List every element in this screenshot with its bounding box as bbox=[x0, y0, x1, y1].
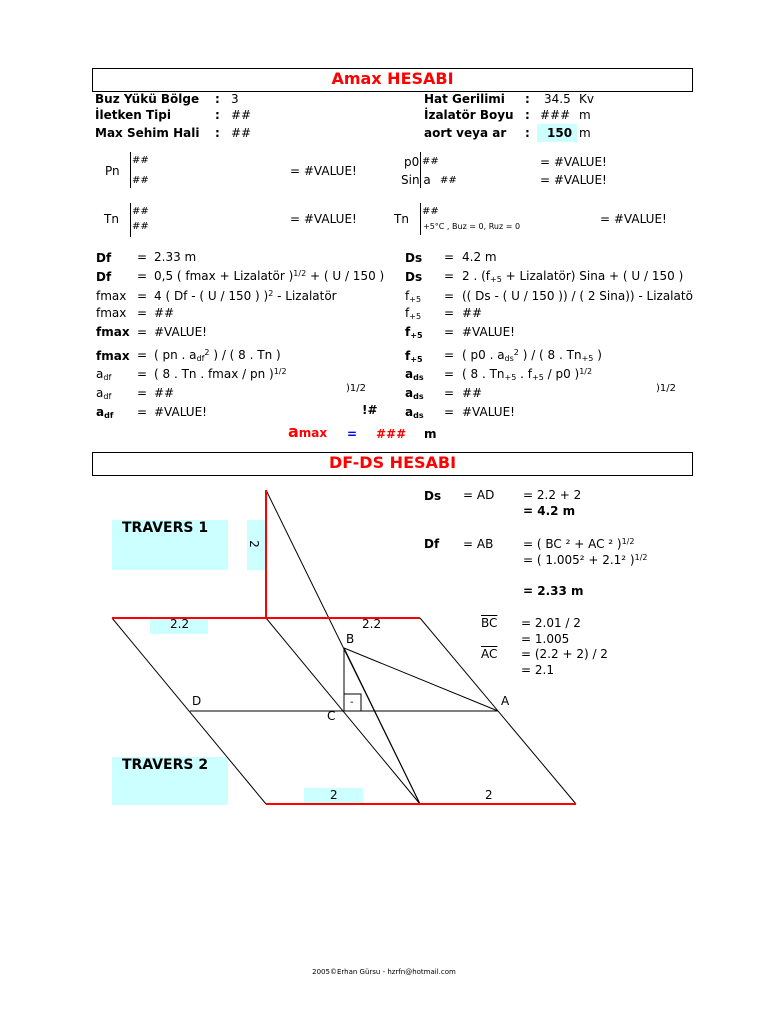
fmax-val-eq: = bbox=[137, 325, 148, 339]
ds-value: 4.2 m bbox=[462, 250, 497, 264]
f5-val-eq: = bbox=[444, 325, 455, 339]
ads-f-label: $a_{ds}$ bbox=[405, 367, 424, 382]
dim-bottom-left: 2 bbox=[330, 788, 338, 802]
point-a: A bbox=[501, 694, 510, 708]
ads-val-eq: = bbox=[444, 405, 455, 419]
adf-val-trail: !# bbox=[362, 403, 378, 417]
travers2-label: TRAVERS 2 bbox=[122, 757, 209, 773]
ds-formula-eq: = bbox=[444, 269, 455, 283]
tn-left-top: ## bbox=[132, 206, 149, 217]
param-sep-aort: : bbox=[525, 126, 530, 140]
df-label: Df bbox=[96, 251, 112, 265]
calc-df-label: Df bbox=[424, 537, 440, 551]
calc-bc-r2: = 1.005 bbox=[521, 632, 570, 646]
tn-left-label: Tn bbox=[104, 212, 119, 226]
fmax-formula-eq: = bbox=[137, 289, 148, 303]
dim-top-right: 2.2 bbox=[362, 617, 382, 631]
param-value-sehim[interactable]: ## bbox=[231, 126, 252, 140]
df-value: 2.33 m bbox=[154, 250, 197, 264]
dim-vertical: 2 bbox=[246, 540, 261, 548]
calc-ds-r1: = 2.2 + 2 bbox=[523, 488, 582, 502]
ads-hash-eq: = bbox=[444, 386, 455, 400]
amax-title: Amax HESABI bbox=[331, 69, 454, 88]
calc-ac-r1: = (2.2 + 2) / 2 bbox=[521, 647, 608, 661]
f5-f2-label: $f_{+5}$ bbox=[405, 349, 423, 364]
fmax-f2: ( pn . $a_{df}^2$ ) / ( 8 . Tn ) bbox=[154, 348, 281, 363]
param-label-iletken: İletken Tipi bbox=[95, 108, 171, 122]
adf-f-eq: = bbox=[137, 367, 148, 381]
f5-f2: ( p0 . $a_{ds}^2$ ) / ( 8 . $Tn_{+5}$ ) bbox=[462, 348, 602, 363]
fmax-hash-label: fmax bbox=[96, 306, 127, 320]
ads-val-label: $a_{ds}$ bbox=[405, 405, 424, 420]
p0-value: ## bbox=[422, 156, 439, 167]
sina-value: ## bbox=[440, 175, 457, 186]
ads-f-eq: = bbox=[444, 367, 455, 381]
point-c: C bbox=[327, 709, 336, 723]
adf-hash-eq: = bbox=[137, 386, 148, 400]
fmax-val-label: fmax bbox=[96, 325, 130, 339]
adf-val-label: $a_{df}$ bbox=[96, 405, 114, 420]
pn-bottom: ## bbox=[132, 175, 149, 186]
ba-line bbox=[344, 648, 498, 711]
param-sep-buz: : bbox=[215, 92, 220, 106]
param-sep-iletken: : bbox=[215, 108, 220, 122]
fmax-hash-eq: = bbox=[137, 306, 148, 320]
param-label-buz: Buz Yükü Bölge bbox=[95, 92, 200, 106]
p0-result: = #VALUE! bbox=[540, 155, 607, 169]
df-formula: 0,5 ( fmax + Lizalatör )$^{1/2}$ + ( U / 150 ) bbox=[154, 269, 385, 283]
sina-result: = #VALUE! bbox=[540, 173, 607, 187]
calc-df-r3: = 2.33 m bbox=[523, 584, 584, 598]
tn-right-note: +5°C , Buz = 0, Ruz = 0 bbox=[423, 222, 521, 231]
sina-label: Sin a bbox=[401, 173, 431, 187]
param-value-buz[interactable]: 3 bbox=[231, 92, 239, 106]
param-label-gerilim: Hat Gerilimi bbox=[424, 92, 505, 106]
param-label-izalator: İzalatör Boyu bbox=[424, 108, 514, 122]
travers1-label: TRAVERS 1 bbox=[122, 520, 209, 536]
angle-mark: - bbox=[350, 697, 354, 708]
adf-val-eq: = bbox=[137, 405, 148, 419]
param-value-iletken[interactable]: ## bbox=[231, 108, 252, 122]
ads-hash-sup: )1/2 bbox=[656, 383, 676, 394]
adf-hash-label: $a_{df}$ bbox=[96, 386, 112, 401]
ds-formula-label: Ds bbox=[405, 270, 423, 284]
param-label-sehim: Max Sehim Hali bbox=[95, 126, 200, 140]
calc-ac-label: $\overline{AC}$ bbox=[481, 647, 498, 661]
point-b: B bbox=[346, 632, 355, 646]
adf-hash-sup: )1/2 bbox=[346, 383, 366, 394]
dfds-title: DF-DS HESABI bbox=[328, 453, 457, 472]
param-sep-sehim: : bbox=[215, 126, 220, 140]
fmax-val-value: #VALUE! bbox=[154, 325, 207, 339]
f5-val-label: $f_{+5}$ bbox=[405, 325, 423, 340]
f5-hash-value: ## bbox=[462, 306, 483, 320]
f5-val-value: #VALUE! bbox=[462, 325, 515, 339]
f5-hash-label: $f_{+5}$ bbox=[405, 306, 422, 321]
fmax-f2-eq: = bbox=[137, 348, 148, 362]
f5-formula: (( Ds - ( U / 150 )) / ( 2 Sina)) - Lizalatö bbox=[462, 289, 693, 303]
tn-left-bottom: ## bbox=[132, 221, 149, 232]
pn-result: = #VALUE! bbox=[290, 164, 357, 178]
p0-label: p0 bbox=[404, 155, 420, 169]
param-unit-gerilim: Kv bbox=[579, 92, 594, 106]
tn-right-result: = #VALUE! bbox=[600, 212, 667, 226]
tn-right-label: Tn bbox=[394, 212, 409, 226]
calc-ds-r2: = 4.2 m bbox=[523, 504, 576, 518]
param-sep-izalator: : bbox=[525, 108, 530, 122]
fmax-f2-label: fmax bbox=[96, 349, 130, 363]
param-sep-gerilim: : bbox=[525, 92, 530, 106]
calc-df-r2: = ( 1.005² + 2.1² )$^{1/2}$ bbox=[523, 553, 648, 567]
ads-f: ( 8 . $Tn_{+5}$ . $f_{+5} / p0$ )$^{1/2}$ bbox=[462, 367, 593, 382]
param-value-izalator[interactable]: ### bbox=[540, 108, 571, 122]
adf-hash-value: ## bbox=[154, 386, 175, 400]
ads-hash-value: ## bbox=[462, 386, 483, 400]
amax-eq: = bbox=[347, 427, 358, 441]
df-eq: = bbox=[137, 250, 148, 264]
adf-val-value: #VALUE! bbox=[154, 405, 207, 419]
dim-top-left: 2.2 bbox=[170, 617, 190, 631]
ads-hash-label: $a_{ds}$ bbox=[405, 386, 424, 401]
param-unit-aort: m bbox=[579, 126, 591, 140]
amax-value: ### bbox=[376, 427, 407, 441]
fmax-hash-value: ## bbox=[154, 306, 175, 320]
amax-label: amax bbox=[288, 422, 328, 441]
calc-ds-eq: = AD bbox=[463, 488, 495, 502]
f5-hash-eq: = bbox=[444, 306, 455, 320]
param-unit-izalator: m bbox=[579, 108, 591, 122]
f5-formula-eq: = bbox=[444, 289, 455, 303]
ds-label: Ds bbox=[405, 251, 423, 265]
fmax-formula: 4 ( Df - ( U / 150 ) )$^2$ - Lizalatör bbox=[154, 289, 337, 303]
tn-left-result: = #VALUE! bbox=[290, 212, 357, 226]
footer: 2005©Erhan Gürsu - hzrfn@hotmail.com bbox=[312, 968, 456, 976]
df-formula-label: Df bbox=[96, 270, 112, 284]
calc-df-r1: = ( BC ² + AC ² )$^{1/2}$ bbox=[523, 537, 635, 551]
adf-f-label: $a_{df}$ bbox=[96, 367, 112, 382]
f5-f2-eq: = bbox=[444, 348, 455, 362]
f5-formula-label: $f_{+5}$ bbox=[405, 289, 422, 304]
param-value-gerilim[interactable]: 34.5 bbox=[544, 92, 571, 106]
df-formula-eq: = bbox=[137, 269, 148, 283]
amax-unit: m bbox=[424, 427, 437, 441]
calc-df-eq: = AB bbox=[463, 537, 494, 551]
calc-ds-label: Ds bbox=[424, 489, 442, 503]
pn-label: Pn bbox=[105, 164, 120, 178]
param-value-aort[interactable]: 150 bbox=[547, 126, 573, 140]
param-label-aort: aort veya ar bbox=[424, 126, 507, 140]
calc-bc-r1: = 2.01 / 2 bbox=[521, 616, 581, 630]
adf-f: ( 8 . Tn . fmax / pn )$^{1/2}$ bbox=[154, 367, 287, 381]
calc-bc-label: $\overline{BC}$ bbox=[481, 616, 498, 630]
tn-right-top: ## bbox=[422, 206, 439, 217]
pn-top: ## bbox=[132, 155, 149, 166]
fmax-formula-label: fmax bbox=[96, 289, 127, 303]
ds-formula: 2 . ($f_{+5}$ + Lizalatör) Sina + ( U / 150 ) bbox=[462, 269, 684, 284]
dim-bottom-right: 2 bbox=[485, 788, 493, 802]
point-d: D bbox=[192, 694, 202, 708]
ads-val-value: #VALUE! bbox=[462, 405, 515, 419]
calc-ac-r2: = 2.1 bbox=[521, 663, 554, 677]
ds-eq: = bbox=[444, 250, 455, 264]
